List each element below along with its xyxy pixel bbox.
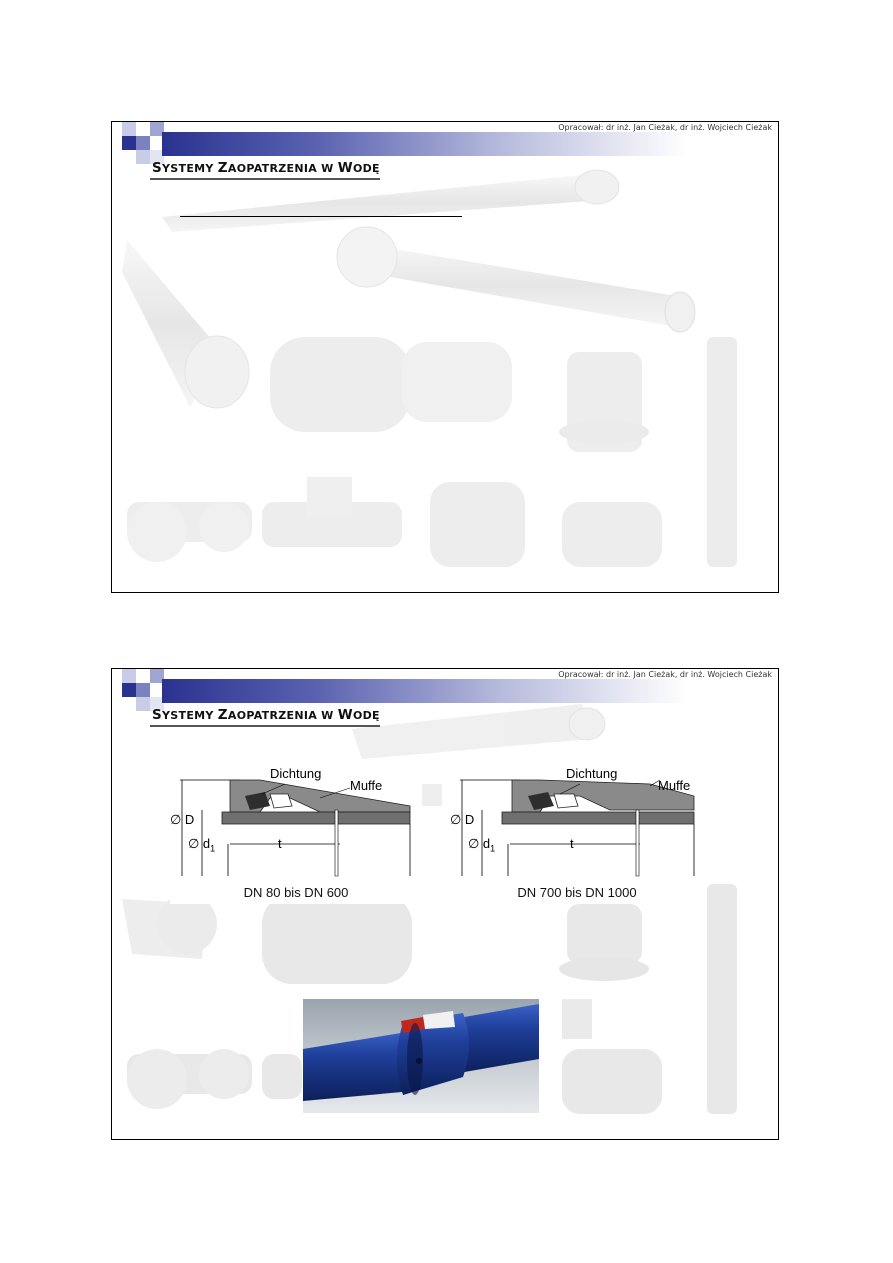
figure-caption: DN 700 bis DN 1000 <box>517 885 637 900</box>
seal-label: Dichtung <box>566 766 618 781</box>
socket-label: Muffe <box>350 778 383 793</box>
outer-diameter-label: ∅ D <box>170 812 195 827</box>
length-label: t <box>278 836 282 851</box>
outer-diameter-label: ∅ D <box>450 812 475 827</box>
length-label: t <box>570 836 574 851</box>
background-equipment-image <box>112 122 779 593</box>
joint-cross-section-drawing <box>170 766 422 886</box>
slide-title: SYSTEMY ZAOPATRZENIA W WODĘ <box>152 707 380 723</box>
slide-2 <box>111 668 779 1140</box>
joint-diagram-small <box>170 766 422 904</box>
seal-label: Dichtung <box>270 766 322 781</box>
figure-caption: DN 80 bis DN 600 <box>243 885 349 900</box>
underline-rule <box>180 216 462 217</box>
pipe-joint-photo <box>303 999 539 1113</box>
inner-diameter-label: ∅ $d_1$ <box>188 836 216 854</box>
inner-diameter-label: ∅ $d_1$ <box>468 836 496 854</box>
slide-1 <box>111 121 779 593</box>
header-gradient-band <box>162 679 779 703</box>
author-credit: Opracował: dr inż. Jan Cieżak, dr inż. Wojciech Cieżak <box>558 670 772 679</box>
joint-diagram-large <box>450 766 704 904</box>
title-underline <box>150 178 380 180</box>
title-underline <box>150 725 380 727</box>
header-gradient-band <box>162 132 779 156</box>
slide-title: SYSTEMY ZAOPATRZENIA W WODĘ <box>152 160 380 176</box>
author-credit: Opracował: dr inż. Jan Cieżak, dr inż. Wojciech Cieżak <box>558 123 772 132</box>
socket-label: Muffe <box>658 778 691 793</box>
